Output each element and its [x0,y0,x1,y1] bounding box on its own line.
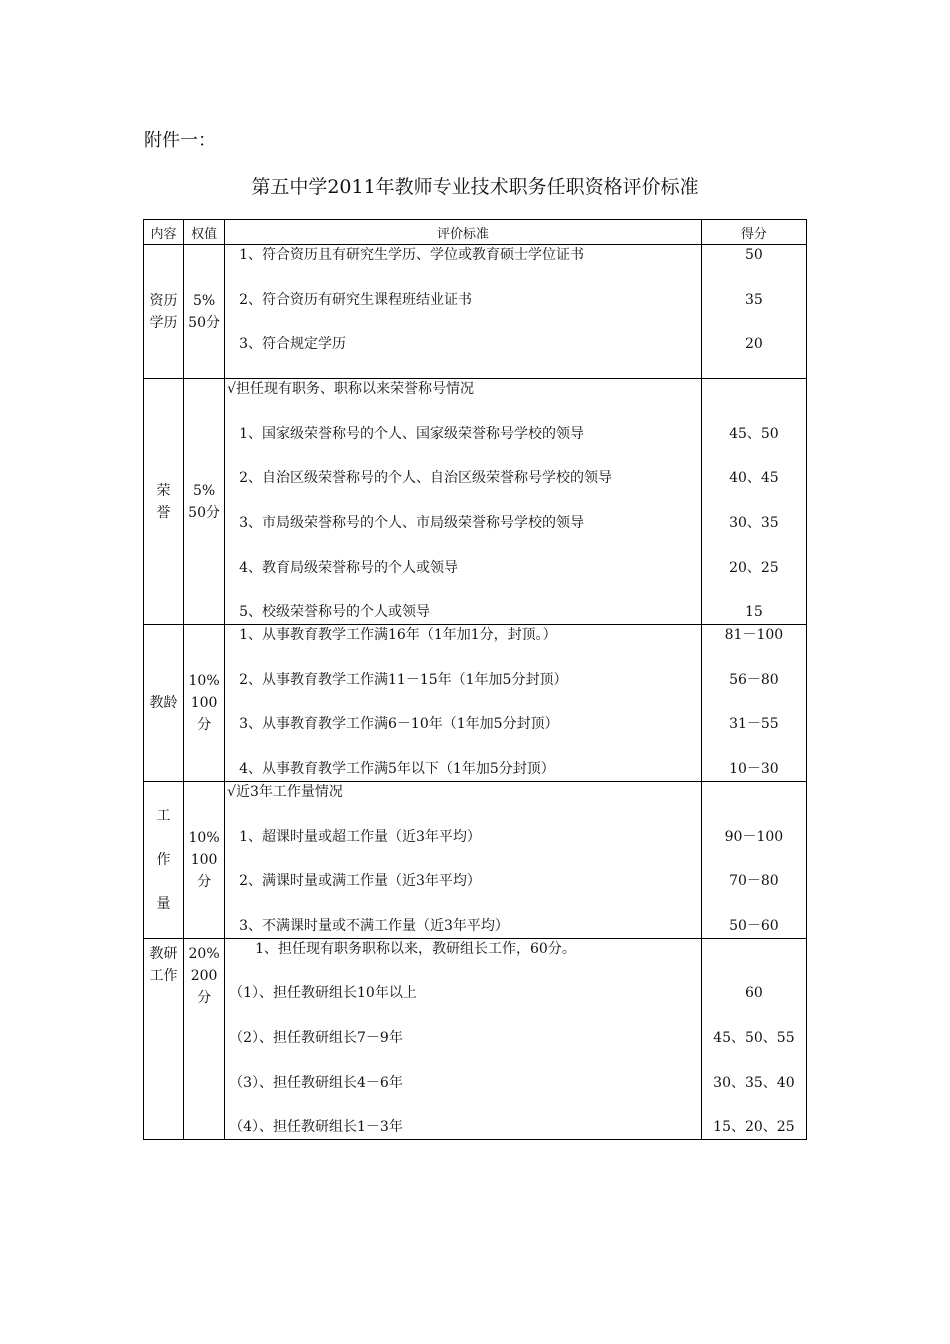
criterion-item: 3、符合规定学历 [239,336,347,353]
score-item: 45、50 [729,425,779,442]
header-criteria: 评价标准 [225,220,702,245]
score-item [702,939,806,984]
category-cell [144,781,184,938]
weight-cell [184,379,225,625]
score-item: 45、50、55 [713,1029,795,1046]
score-item: 50 [744,247,763,263]
weight-text: 5% [192,482,216,499]
weight-text: 200 [190,967,218,984]
criterion-item: 2、符合资历有研究生课程班结业证书 [239,291,472,308]
category-text: 工作 [149,967,178,984]
criterion-item: 2、从事教育教学工作满11－15年（1年加5分封顶） [239,671,568,688]
category-text: 教龄 [149,695,178,712]
category-cell [144,379,184,625]
weight-text: 10% [188,829,220,846]
weight-text: 50分 [188,314,220,331]
table-row [144,245,807,379]
score-item: 31－55 [729,716,779,733]
evaluation-table [143,219,807,1140]
table-row [144,625,807,782]
criterion-item: （1）、担任教研组长10年以上 [229,985,417,1002]
weight-text: 5% [192,292,216,309]
category-text: 工 [156,807,171,824]
weight-cell [184,781,225,938]
weight-text: 10% [188,673,220,690]
score-item: 10－30 [729,760,779,777]
weight-text: 100 [190,851,218,868]
weight-text: 分 [197,989,212,1006]
score-item: 56－80 [729,671,779,688]
header-content: 内容 [144,220,184,245]
table-row [144,781,807,938]
criterion-item: 1、超课时量或超工作量（近3年平均） [239,828,481,845]
criterion-item: （4）、担任教研组长1－3年 [229,1119,403,1136]
score-item: 30、35 [729,514,779,531]
weight-cell [184,245,225,379]
category-text: 荣 [156,482,171,499]
criterion-item: 1、国家级荣誉称号的个人、国家级荣誉称号学校的领导 [239,425,584,442]
weight-cell [184,625,225,782]
criteria-cell [225,379,702,625]
score-item [702,782,806,827]
category-text: 教研 [149,945,178,962]
score-item: 40、45 [729,470,779,487]
criterion-item: 4、教育局级荣誉称号的个人或领导 [239,559,459,576]
score-item: 15 [744,604,763,621]
criterion-item: 4、从事教育教学工作满5年以下（1年加5分封顶） [239,760,555,777]
score-cell [701,781,806,938]
score-item: 15、20、25 [713,1119,795,1136]
score-cell [701,379,806,625]
score-item: 20 [744,336,763,353]
table-header-row [144,220,807,245]
score-item: 20、25 [729,559,779,576]
criterion-item: （2）、担任教研组长7－9年 [229,1029,403,1046]
score-cell [701,625,806,782]
weight-text: 100 [190,695,218,712]
header-weight: 权值 [184,220,225,245]
criterion-item: 3、从事教育教学工作满6－10年（1年加5分封顶） [239,716,559,733]
weight-cell [184,938,225,1139]
score-item: 30、35、40 [713,1074,795,1091]
weight-text: 分 [197,717,212,734]
score-item [702,379,806,424]
criterion-item: （3）、担任教研组长4－6年 [229,1074,403,1091]
table-row [144,379,807,625]
weight-text: 20% [188,945,220,962]
score-item: 90－100 [724,828,784,845]
criterion-item: 2、满课时量或满工作量（近3年平均） [239,873,481,890]
table-row [144,938,807,1139]
criteria-cell [225,938,702,1139]
weight-text: 分 [197,873,212,890]
score-cell [701,938,806,1139]
criterion-heading: 1、担任现有职务职称以来，教研组长工作，60分。 [255,940,576,957]
score-item: 70－80 [729,873,779,890]
category-text: 誉 [156,504,171,521]
criterion-item: 3、不满课时量或不满工作量（近3年平均） [239,917,509,934]
criterion-item: 3、市局级荣誉称号的个人、市局级荣誉称号学校的领导 [239,514,584,531]
category-text: 学历 [149,314,178,331]
criterion-item: 1、符合资历且有研究生学历、学位或教育硕士学位证书 [239,247,584,263]
category-text: 资历 [149,292,178,309]
score-cell [701,245,806,379]
category-text: 量 [156,895,171,912]
score-item: 50－60 [729,917,779,934]
criterion-item: 5、校级荣誉称号的个人或领导 [239,604,431,621]
category-cell [144,245,184,379]
criterion-item: 1、从事教育教学工作满16年（1年加1分，封顶。） [239,627,557,644]
category-cell [144,625,184,782]
weight-text: 50分 [188,504,220,521]
criterion-heading: √担任现有职务、职称以来荣誉称号情况 [227,381,475,398]
score-item: 35 [744,291,763,308]
criteria-cell [225,781,702,938]
attachment-label: 附件一： [144,130,216,151]
category-cell [144,938,184,1139]
score-item: 81－100 [724,627,784,644]
category-text: 作 [156,851,171,868]
document-title: 第五中学2011年教师专业技术职务任职资格评价标准 [251,176,699,198]
criteria-cell [225,625,702,782]
score-item: 60 [744,985,763,1002]
criterion-heading: √近3年工作量情况 [227,783,343,800]
criterion-item: 2、自治区级荣誉称号的个人、自治区级荣誉称号学校的领导 [239,470,612,487]
criteria-cell [225,245,702,379]
header-score: 得分 [701,220,806,245]
